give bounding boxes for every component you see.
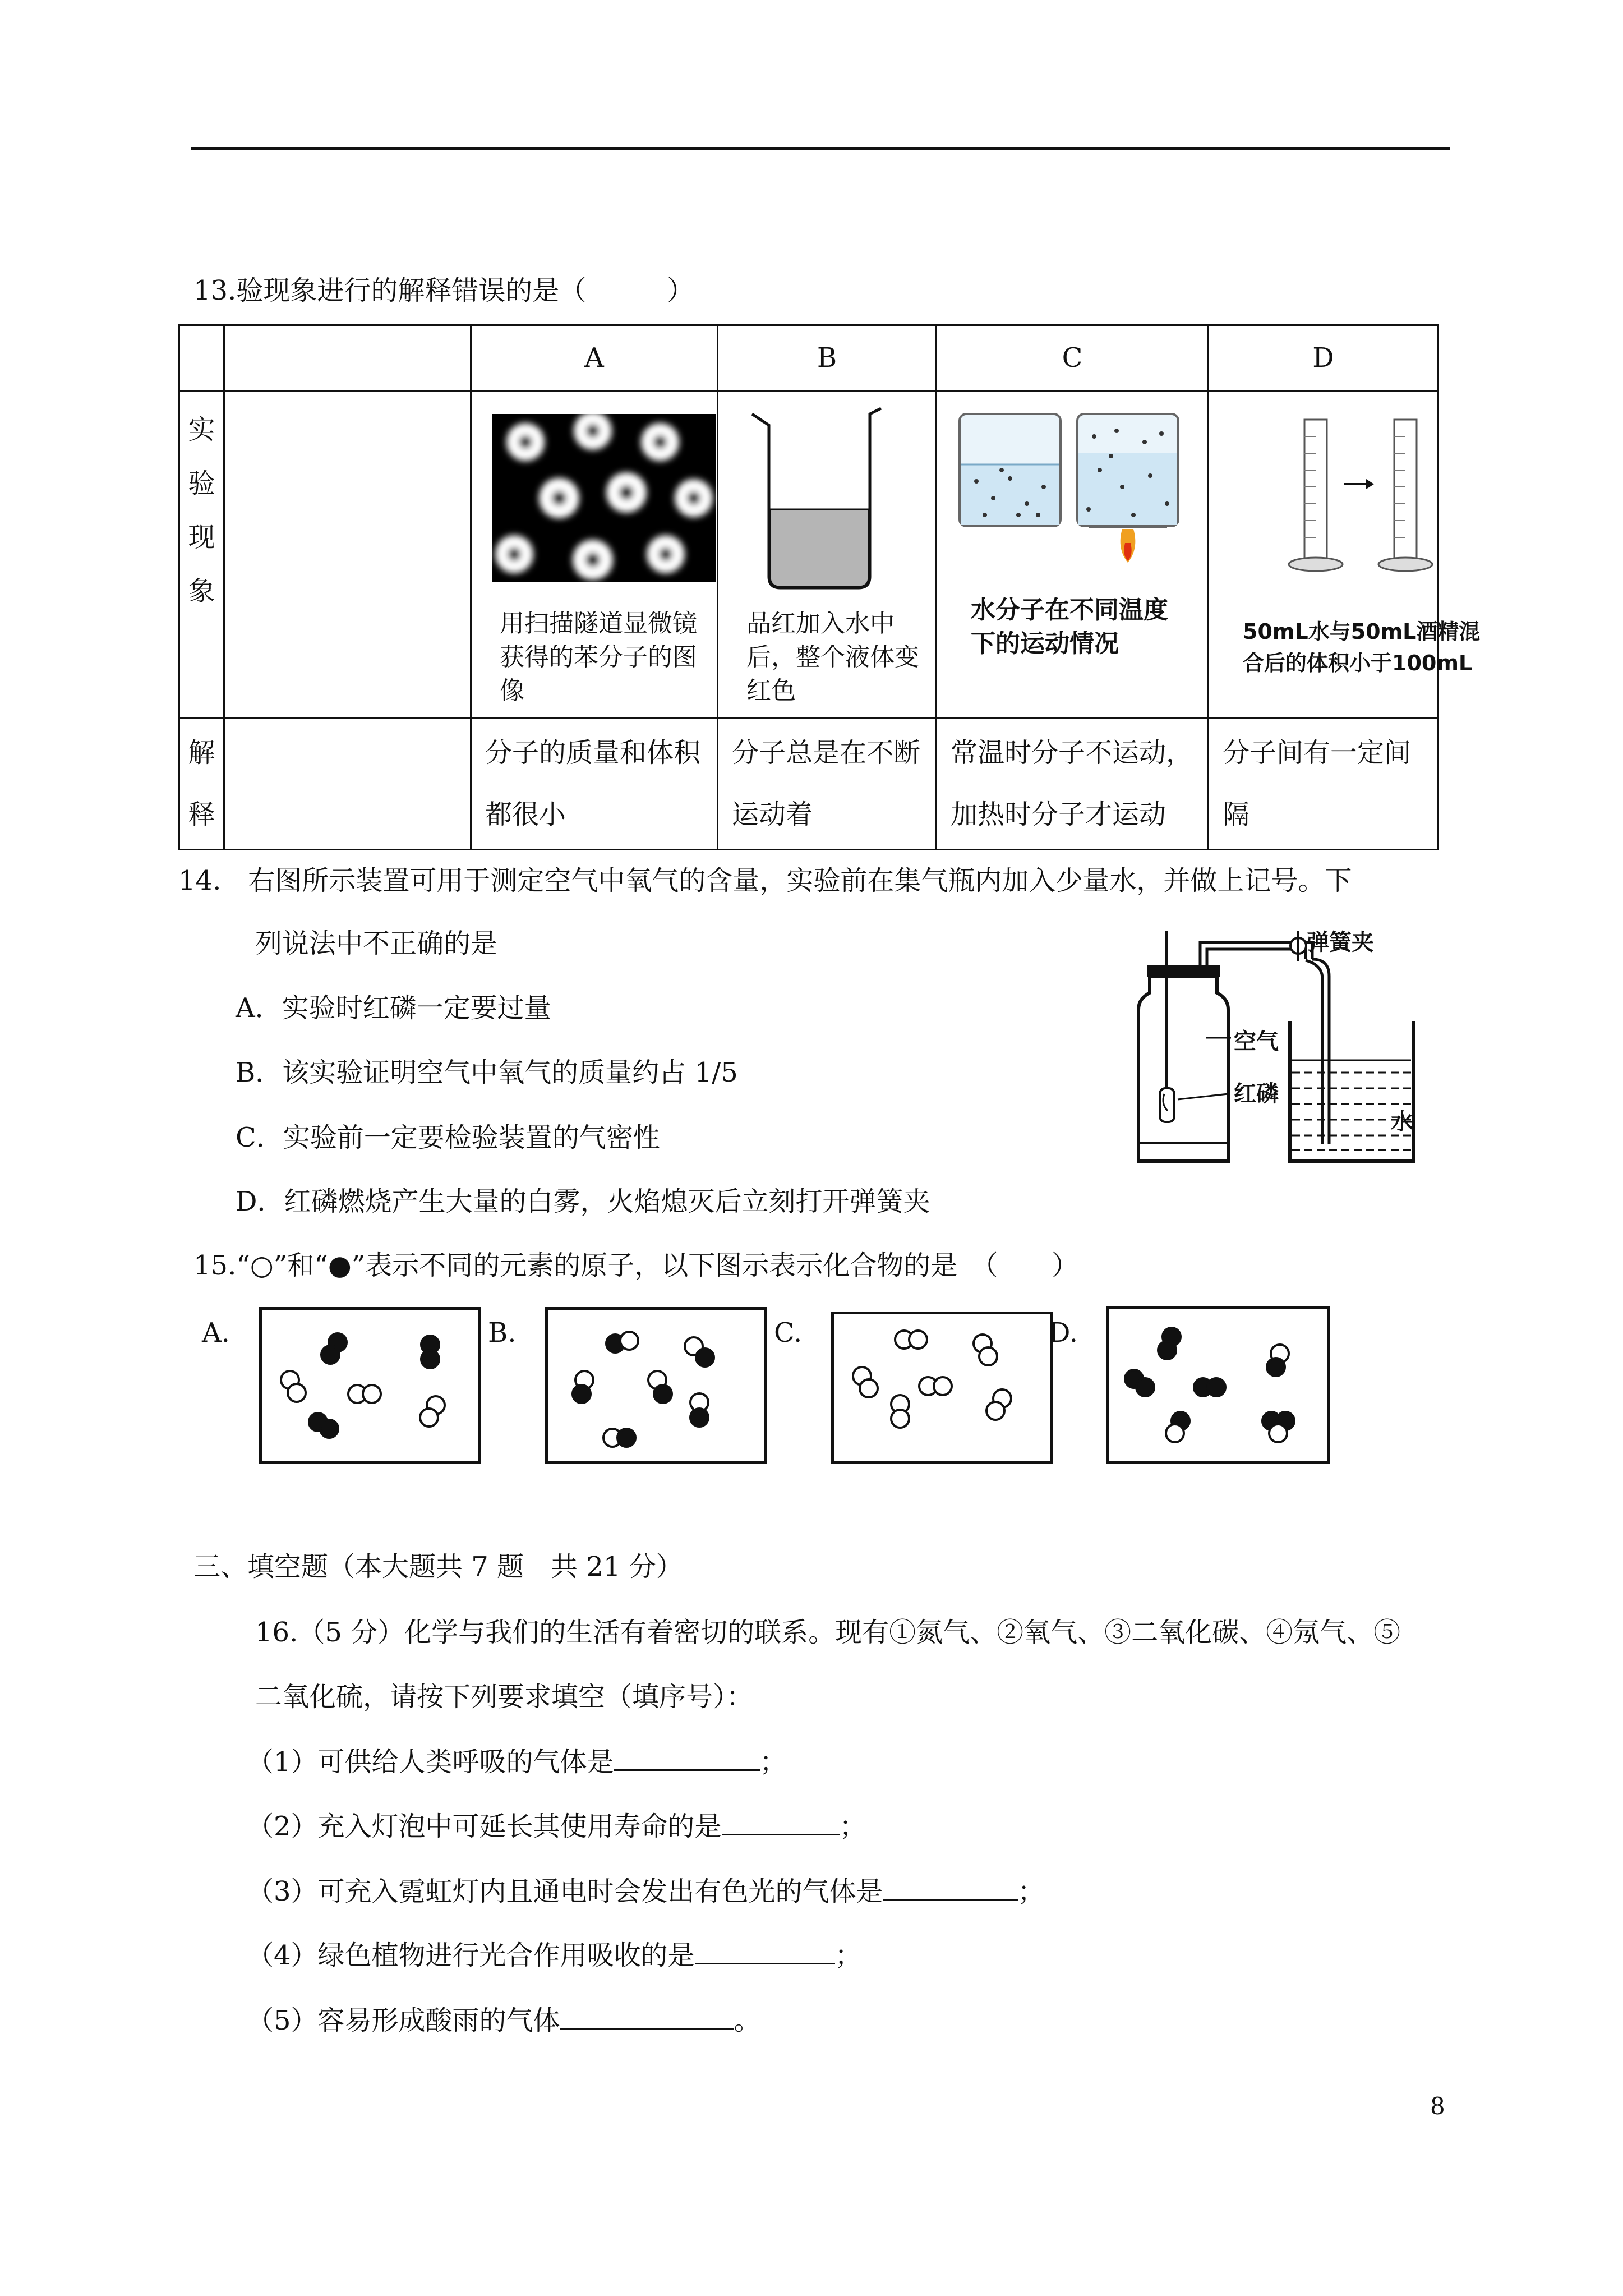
- section3-title: 三、填空题（本大题共 7 题 共 21 分）: [193, 1551, 683, 1582]
- q13-blank-explanation: [224, 718, 471, 850]
- oxygen-apparatus-diagram: [1122, 926, 1436, 1172]
- q15-option-b-letter: B.: [488, 1317, 517, 1349]
- q13-cell-d: [1209, 391, 1481, 718]
- answer-blank-2[interactable]: [722, 1809, 840, 1835]
- q13-explanation-row: [179, 718, 1438, 850]
- q14-option-d: D．红磷燃烧产生大量的白雾，火焰熄灭后立刻打开弹簧夹: [236, 1186, 930, 1217]
- q13-explanation-label: 解 释: [179, 718, 224, 850]
- q14-stem-line1: 14. 右图所示装置可用于测定空气中氧气的含量，实验前在集气瓶内加入少量水，并做上记号。下: [178, 865, 1352, 896]
- q15-option-d-letter: D.: [1049, 1317, 1078, 1349]
- q13-phenomenon-label: 实 验 现 象: [179, 391, 224, 718]
- q13-cell-c: [937, 391, 1209, 718]
- q13-caption-a: 用扫描隧道显微镜获得的苯分子的图像: [500, 609, 697, 705]
- molecule-diagram-a: [262, 1310, 478, 1461]
- q15-option-a-letter: A.: [202, 1317, 230, 1349]
- q15-option-a-box[interactable]: [259, 1307, 481, 1464]
- q13-explanation-a: 分子的质量和体积都很小: [471, 718, 718, 850]
- answer-blank-3[interactable]: [883, 1874, 1018, 1901]
- q13-cell-a: [471, 391, 718, 718]
- molecule-diagram-c: [834, 1314, 1050, 1461]
- answer-blank-5[interactable]: [560, 2003, 734, 2030]
- q13-table: [178, 324, 1481, 850]
- q16-stem-line2: 二氧化硫，请按下列要求填空（填序号）：: [255, 1681, 754, 1713]
- q13-header-a: A: [471, 325, 718, 391]
- q13-explanation-c: 常温时分子不运动，加热时分子才运动: [937, 718, 1209, 850]
- q14-apparatus-figure: [1122, 926, 1436, 1172]
- q13-explanation-d: 分子间有一定间隔: [1209, 718, 1438, 850]
- q14-option-a: A．实验时红磷一定要过量: [236, 992, 551, 1024]
- q13-header-row: [179, 325, 1438, 391]
- label-water: 水: [1391, 1109, 1413, 1135]
- q16-stem-line1: 16.（5 分）化学与我们的生活有着密切的联系。现有①氮气、②氧气、③二氧化碳、④氖气、⑤: [255, 1617, 1401, 1648]
- q13-caption-d: 50mL水与50mL酒精混合后的体积小于100mL: [1243, 619, 1481, 675]
- page-number: 8: [1430, 2092, 1445, 2120]
- q13-header-d: D: [1209, 325, 1438, 391]
- q13-stem: 13.验现象进行的解释错误的是（ ）: [193, 275, 694, 306]
- q15-stem: 15.“○”和“●”表示不同的元素的原子，以下图示表示化合物的是 （ ）: [193, 1250, 1079, 1281]
- q16-item-4: （4）绿色植物进行光合作用吸收的是 ；: [247, 1938, 862, 1972]
- q15-option-b-box[interactable]: [545, 1307, 767, 1464]
- q13-header-b: B: [718, 325, 937, 391]
- beaker-magenta-icon: [746, 403, 892, 593]
- q13-caption-c: 水分子在不同温度下的运动情况: [971, 596, 1168, 658]
- q14-stem-line2: 列说法中不正确的是: [255, 928, 498, 959]
- q13-explanation-b: 分子总是在不断运动着: [718, 718, 937, 850]
- q14-option-c: C．实验前一定要检验装置的气密性: [236, 1122, 660, 1153]
- answer-blank-4[interactable]: [695, 1938, 835, 1964]
- graduated-cylinders-icon: [1288, 420, 1439, 582]
- q13-phenomenon-row: [179, 391, 1438, 718]
- answer-blank-1[interactable]: [614, 1745, 760, 1771]
- q13-blank-header: [224, 325, 471, 391]
- label-air: 空气: [1234, 1029, 1279, 1055]
- benzene-stm-image: [492, 414, 716, 582]
- q15-option-c-box[interactable]: [831, 1312, 1053, 1464]
- molecule-diagram-d: [1109, 1309, 1327, 1461]
- water-molecules-beakers-icon: [954, 408, 1201, 571]
- molecule-diagram-b: [548, 1310, 764, 1461]
- q15-option-d-box[interactable]: [1106, 1306, 1330, 1464]
- q13-blank-phenomenon: [224, 391, 471, 718]
- q15-option-c-letter: C.: [774, 1317, 803, 1349]
- q16-item-1: （1）可供给人类呼吸的气体是 ；: [247, 1745, 787, 1779]
- q16-item-3: （3）可充入霓虹灯内且通电时会发出有色光的气体是 ；: [247, 1874, 1045, 1908]
- q13-caption-b: 品红加入水中后，整个液体变红色: [746, 609, 919, 705]
- q14-option-b: B．该实验证明空气中氧气的质量约占 1/5: [236, 1057, 738, 1088]
- q16-item-2: （2）充入灯泡中可延长其使用寿命的是 ；: [247, 1809, 866, 1843]
- q13-header-c: C: [937, 325, 1209, 391]
- label-red-phosphorus: 红磷: [1234, 1081, 1279, 1107]
- q13-corner-cell: [179, 325, 224, 391]
- label-clamp: 弹簧夹: [1307, 930, 1374, 955]
- q13-cell-b: [718, 391, 937, 718]
- q16-item-5: （5）容易形成酸雨的气体 。: [247, 2003, 761, 2037]
- header-rule: [191, 147, 1450, 150]
